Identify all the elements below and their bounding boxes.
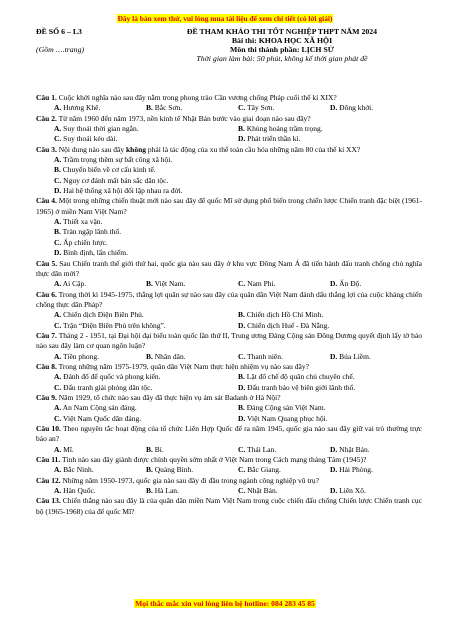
answer-options (36, 486, 422, 496)
question-number: Câu 5. (36, 258, 58, 268)
option-letter: D. (330, 351, 338, 361)
exam-time: Thời gian làm bài: 50 phút, không kể thời gian phát đề (196, 54, 368, 63)
answer-option (330, 103, 422, 113)
question-number: Câu 2. (36, 113, 57, 123)
question-number: Câu 1. (36, 93, 57, 102)
answer-options (36, 217, 422, 258)
option-text: Bình định, lấn chiếm. (63, 248, 128, 258)
option-text: Tây Sơn. (247, 103, 275, 113)
option-text: Đông khởi. (339, 103, 374, 113)
option-letter: C. (54, 134, 62, 144)
answer-option (54, 165, 422, 175)
option-letter: C. (238, 465, 246, 475)
option-text: Đánh đổ đế quốc và phong kiến. (63, 372, 161, 382)
option-text: Quảng Bình. (154, 465, 194, 475)
option-letter: D. (330, 465, 338, 475)
question-item (36, 455, 422, 465)
option-letter: C. (238, 351, 246, 361)
option-text: Tiền phong. (63, 351, 100, 361)
option-text: Trận “Điện Biên Phủ trên không”. (63, 320, 166, 330)
answer-option (54, 414, 238, 424)
option-text: Hải Phòng. (339, 465, 373, 475)
option-text: Nhật Bản. (247, 486, 278, 496)
page-count: (Gồm ….trang) (36, 45, 85, 54)
question-item (36, 114, 422, 124)
answer-option (238, 134, 422, 144)
question-number: Câu 12. (36, 475, 61, 485)
hotline-footer: Mọi thắc mắc xin vui lòng liên hệ hotline: 084 283 45 85 (135, 599, 315, 608)
option-letter: D. (330, 103, 338, 113)
question-text: Tỉnh nào sau đây giành được chính quyền sớm nhất ở Việt Nam trong Cách mạng tháng Tám (1945)? (61, 455, 367, 465)
answer-option (54, 403, 238, 413)
option-text: Ấn Độ. (339, 279, 362, 289)
option-text: Ai Cập. (62, 279, 87, 289)
question-number: Câu 6. (36, 289, 57, 299)
option-letter: A. (54, 217, 62, 227)
answer-option (54, 248, 422, 258)
option-letter: A. (54, 103, 62, 113)
question-number: Câu 13. (36, 496, 61, 506)
question-text: Những năm 1950-1973, quốc gia nào sau đây đi đầu trong ngành công nghiệp vũ trụ? (62, 475, 319, 485)
option-letter: B. (238, 403, 245, 413)
option-text: Suy thoái kéo dài. (63, 134, 118, 144)
option-letter: A. (54, 279, 62, 289)
question-item (36, 196, 422, 217)
answer-option (54, 383, 238, 393)
option-letter: B. (146, 486, 153, 496)
option-text: Chiến dịch Hồ Chí Minh. (246, 310, 324, 320)
option-text: Đảng Cộng sản Việt Nam. (246, 403, 326, 413)
option-letter: A. (54, 403, 62, 413)
preview-banner: Đây là bản xem thử, vui lòng mua tài liệu để xem chi tiết (có lời giải) (117, 14, 333, 23)
option-letter: B. (238, 124, 245, 134)
option-text: Đấu tranh bảo vệ biên giới lãnh thổ. (247, 382, 356, 392)
question-text: Một trong những chiến thuật mới nào sau đây để quốc Mĩ sử dụng phổ biến trong chiến lược Chiến tranh đặc biệt (1961-1965) ở miền Nam Việt Nam? (36, 196, 422, 216)
option-text: Việt Nam Quốc dân đảng. (63, 413, 142, 423)
question-emphasis: không (126, 144, 147, 154)
answer-option (330, 486, 422, 496)
option-letter: C. (238, 486, 246, 496)
option-letter: B. (54, 227, 61, 237)
option-text: Liên Xô. (339, 486, 366, 496)
option-text: Bỉ. (154, 444, 164, 454)
option-text: Đấu tranh giải phóng dân tộc. (63, 382, 153, 392)
question-text: Cuộc khởi nghĩa nào sau đây nằm trong phong trào Cần vương chống Pháp cuối thế kỉ XIX? (58, 93, 337, 102)
option-letter: D. (330, 279, 338, 289)
question-number: Câu 10. (36, 424, 61, 433)
answer-options (36, 310, 422, 331)
option-letter: A. (54, 155, 62, 165)
option-text: Nguy cơ đánh mất bản sắc dân tộc. (63, 175, 169, 185)
question-text-cont: phải là tác động của xu thế toàn cầu hóa những năm 80 của thế kỉ XX? (146, 144, 361, 154)
answer-options (36, 445, 422, 455)
answer-option (54, 124, 238, 134)
option-letter: D. (330, 444, 338, 454)
question-item (36, 145, 422, 155)
question-text: Chiến thắng nào sau đây là của quân dân miền Nam Việt Nam trong cuộc chiến đấu chống Chiến lược Chiến tranh cục bộ (1965-1968) của để quốc Mĩ? (36, 496, 423, 516)
option-letter: B. (238, 310, 245, 320)
option-letter: C. (54, 413, 62, 423)
question-number: Câu 9. (36, 392, 57, 402)
option-letter: C. (54, 382, 62, 392)
option-letter: A. (54, 444, 62, 454)
option-letter: A. (54, 351, 62, 361)
question-list (36, 93, 422, 517)
question-text: Năm 1929, tổ chức nào sau đây đã thực hiện vụ ám sát Badanh ở Hà Nội? (58, 392, 281, 402)
option-letter: C. (54, 237, 62, 247)
option-letter: D. (54, 248, 62, 258)
option-letter: B. (238, 372, 245, 382)
option-text: Chiến dịch Huế - Đà Nẵng. (247, 320, 330, 330)
answer-options (36, 124, 422, 145)
option-letter: B. (146, 465, 153, 475)
option-text: Suy thoái thời gian ngắn. (63, 124, 139, 134)
option-text: Phát triển thần kì. (247, 134, 301, 144)
answer-option (238, 445, 330, 455)
answer-option (238, 465, 330, 475)
question-text: Từ năm 1960 đến năm 1973, nền kinh tế Nhật Bản bước vào giai đoạn nào sau đây? (58, 113, 311, 123)
option-letter: B. (146, 279, 153, 289)
question-item (36, 496, 422, 517)
question-text: Nội dung nào sau đây (58, 144, 126, 154)
answer-option (54, 186, 422, 196)
answer-option (54, 310, 238, 320)
answer-option (146, 352, 238, 362)
answer-option (238, 403, 422, 413)
answer-option (54, 238, 422, 248)
answer-option (146, 465, 238, 475)
option-text: Tràn ngập lãnh thổ. (62, 227, 122, 237)
question-item (36, 331, 422, 352)
option-text: Trầm trọng thêm sự bất công xã hội. (63, 155, 173, 165)
question-number: Câu 11. (36, 455, 61, 465)
option-text: Việt Nam. (154, 279, 186, 289)
option-text: Việt Nam Quang phục hội. (247, 413, 328, 423)
option-text: Thiết xa vận. (63, 217, 103, 227)
answer-option (54, 217, 422, 227)
option-letter: A. (54, 310, 62, 320)
answer-options (36, 352, 422, 362)
answer-option (54, 445, 146, 455)
option-letter: D. (54, 186, 62, 196)
option-text: Khủng hoảng trầm trọng. (246, 124, 323, 134)
option-text: Mĩ. (63, 444, 74, 454)
option-text: Nhân dân. (154, 351, 186, 361)
answer-options (36, 155, 422, 196)
option-text: Hương Khê. (63, 103, 101, 113)
option-text: Thái Lan. (247, 444, 277, 454)
exam-title: ĐỀ THAM KHẢO THI TỐT NGHIỆP THPT NĂM 2024 (186, 27, 378, 36)
question-item (36, 259, 422, 280)
answer-option (146, 103, 238, 113)
answer-option (54, 155, 422, 165)
answer-options (36, 279, 422, 289)
answer-option (330, 352, 422, 362)
answer-option (54, 372, 238, 382)
question-number: Câu 4. (36, 196, 57, 206)
answer-option (330, 279, 422, 289)
option-text: Ấp chiến lược. (63, 237, 108, 247)
answer-option (330, 445, 422, 455)
answer-option (54, 176, 422, 186)
answer-option (146, 486, 238, 496)
option-letter: C. (54, 175, 62, 185)
option-text: Chiến dịch Điện Biên Phủ. (63, 310, 144, 320)
option-letter: C. (238, 279, 246, 289)
answer-option (54, 227, 422, 237)
answer-option (54, 321, 238, 331)
option-text: Búa Liềm. (339, 351, 371, 361)
option-letter: C. (238, 444, 246, 454)
option-letter: A. (54, 465, 62, 475)
option-text: Nhật Bản. (339, 444, 370, 454)
answer-option (238, 383, 422, 393)
answer-option (54, 352, 146, 362)
option-text: Hà Lan. (154, 486, 179, 496)
answer-option (54, 465, 146, 475)
option-text: Hàn Quốc. (63, 486, 96, 496)
question-text: Trong thời kì 1945-1975, thắng lợi quân sự nào sau đây của quân dân Việt Nam đánh dấu thắng lợi của cuộc kháng chiến chống thực dân Pháp? (36, 289, 422, 309)
option-letter: D. (238, 320, 246, 330)
answer-option (238, 124, 422, 134)
option-letter: D. (330, 486, 338, 496)
option-letter: A. (54, 486, 62, 496)
option-text: Hai hệ thống xã hội đối lập nhau ra đời. (63, 186, 183, 196)
answer-option (238, 414, 422, 424)
answer-option (54, 134, 238, 144)
exam-name: Bài thi: KHOA HỌC XÃ HỘI (231, 36, 333, 45)
option-letter: B. (146, 444, 153, 454)
question-number: Câu 7. (36, 330, 57, 340)
option-letter: A. (54, 372, 62, 382)
answer-option (238, 372, 422, 382)
answer-option (54, 486, 146, 496)
answer-option (238, 486, 330, 496)
answer-option (238, 321, 422, 331)
option-letter: B. (54, 165, 61, 175)
exam-code: ĐỀ SỐ 6 – L3 (36, 27, 82, 36)
question-text: Theo nguyên tắc hoạt động của tổ chức Liên Hợp Quốc để ra năm 1945, quốc gia nào sau đây giữ vai trò thường trực bảo an? (36, 424, 422, 444)
answer-option (54, 103, 146, 113)
answer-options (36, 103, 422, 113)
option-text: Bắc Ninh. (63, 465, 94, 475)
answer-options (36, 372, 422, 393)
answer-option (238, 310, 422, 320)
answer-option (146, 279, 238, 289)
answer-option (238, 103, 330, 113)
option-letter: C. (54, 320, 62, 330)
question-item (36, 93, 422, 103)
answer-option (330, 465, 422, 475)
answer-option (238, 352, 330, 362)
option-text: Bắc Sơn. (154, 103, 183, 113)
option-text: Thanh niên. (247, 351, 283, 361)
question-number: Câu 3. (36, 144, 57, 154)
question-item (36, 362, 422, 372)
option-letter: D. (238, 382, 246, 392)
question-item (36, 476, 422, 486)
option-letter: B. (146, 103, 153, 113)
exam-header (36, 27, 420, 63)
question-item (36, 424, 422, 445)
answer-options (36, 465, 422, 475)
answer-option (146, 445, 238, 455)
option-letter: B. (146, 351, 153, 361)
question-text: Sau Chiến tranh thế giới thứ hai, quốc gia nào sau đây ở khu vực Đông Nam Á đã tiến hành đấu tranh chống chủ nghĩa thực dân mới? (36, 258, 422, 278)
exam-subject: Môn thi thành phần: LỊCH SỬ (230, 45, 334, 54)
answer-option (54, 279, 146, 289)
question-text: Tháng 2 - 1951, tại Đại hội đại biểu toàn quốc lần thứ II, Trung ương Đảng Cộng sản Đông Dương quyết định lấy tờ báo nào sau đây làm cơ quan ngôn luận? (36, 330, 423, 351)
option-letter: D. (238, 413, 246, 423)
option-text: An Nam Cộng sản đảng. (62, 403, 137, 413)
question-item (36, 290, 422, 311)
option-text: Bắc Giang. (247, 465, 281, 475)
question-number: Câu 8. (36, 361, 57, 371)
option-text: Nam Phi. (247, 279, 276, 289)
answer-options (36, 403, 422, 424)
option-text: Chuyển biến về cơ cấu kinh tế. (62, 165, 156, 175)
option-letter: C. (238, 103, 246, 113)
question-item (36, 393, 422, 403)
option-letter: A. (54, 124, 62, 134)
question-text: Trong những năm 1975-1979, quân dân Việt Nam thực hiện nhiệm vụ nào sau đây? (58, 361, 309, 371)
answer-option (238, 279, 330, 289)
option-letter: D. (238, 134, 246, 144)
option-text: Lật đổ chế độ quân chủ chuyên chế. (246, 372, 355, 382)
